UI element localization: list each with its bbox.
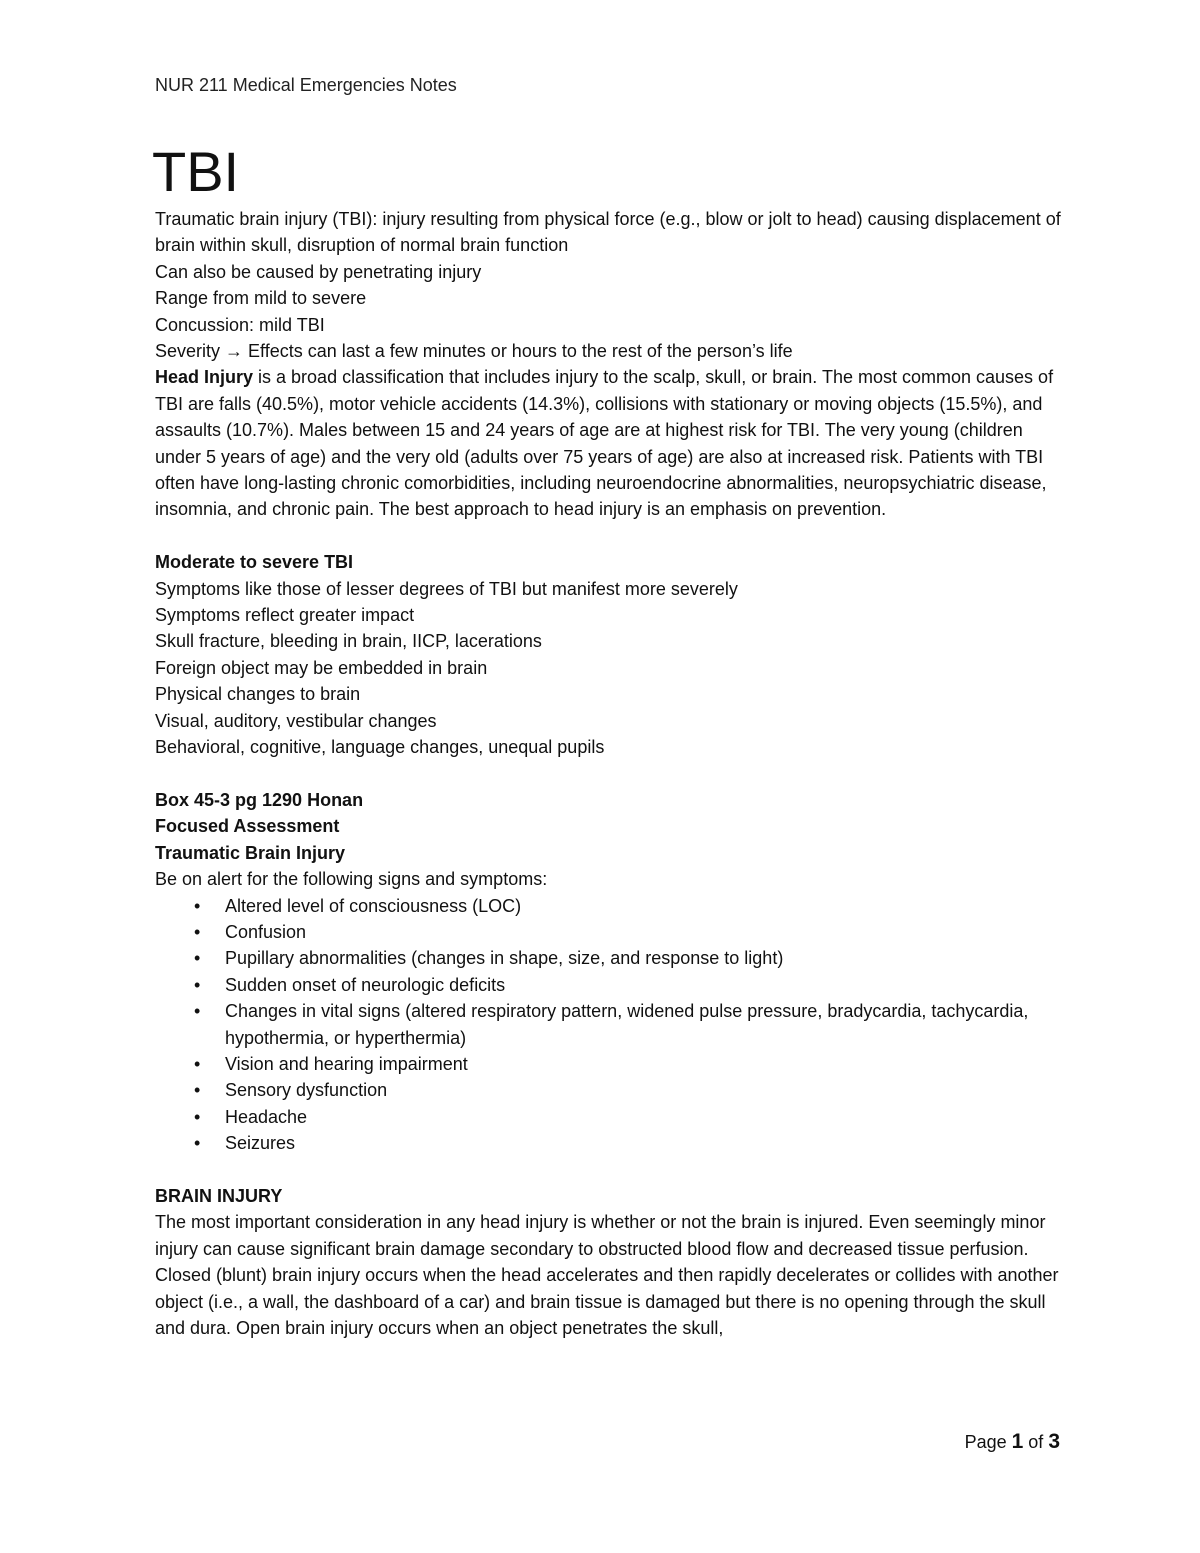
box-lead: Be on alert for the following signs and symptoms:	[155, 869, 548, 890]
head-injury-text: is a broad classification that includes injury to the scalp, skull, or brain. The most common causes of TBI are falls (40.5%), motor vehicle accidents (14.3%), collisions with stationary or moving objects (15.5%), and assaults (10.7%). Males between 15 and 24 years of age are at highest risk for TBI. The very young (children under 5 years of age) and the very old (adults over 75 years of age) are also at increased risk. Patients with TBI often have long-lasting chronic comorbidities, including neuroendocrine abnormalities, neuropsychiatric disease, insomnia, and chronic pain. The best approach to head injury is an emphasis on prevention.	[155, 367, 1054, 520]
box-heading: Box 45-3 pg 1290 Honan	[155, 789, 364, 810]
list-item	[155, 893, 1070, 919]
list-item: Physical changes to brain	[155, 684, 361, 705]
bullet-icon: •	[194, 1080, 201, 1101]
list-item	[155, 1051, 1070, 1077]
bullet-icon: •	[194, 921, 201, 942]
bullet-icon: •	[194, 1106, 201, 1127]
symptom-list	[155, 893, 1070, 1157]
paragraph: Closed (blunt) brain injury occurs when the head accelerates and then rapidly decelerates or collides with another object (i.e., a wall, the dashboard of a car) and brain tissue is damaged but there is no opening through the skull and dura. Open brain injury occurs when an object penetrates the skull,	[155, 1265, 1059, 1339]
bullet-icon: •	[194, 1001, 201, 1022]
list-item-text: Sensory dysfunction	[225, 1080, 388, 1101]
list-item-text: Changes in vital signs (altered respiratory pattern, widened pulse pressure, bradycardia, tachycardia, hypothermia, or hyperthermia)	[225, 1001, 1029, 1048]
intro-line: Concussion: mild TBI	[155, 314, 325, 335]
spacer	[155, 761, 1070, 787]
section-heading: BRAIN INJURY	[155, 1185, 283, 1206]
intro-line: Severity → Effects can last a few minutes or hours to the rest of the person’s life	[155, 341, 793, 362]
list-item: Symptoms like those of lesser degrees of TBI but manifest more severely	[155, 578, 738, 599]
list-item	[155, 1077, 1070, 1103]
list-item-text: Sudden onset of neurologic deficits	[225, 974, 506, 995]
page-title: TBI	[152, 140, 240, 203]
head-injury-paragraph	[155, 364, 1070, 522]
head-injury-term: Head Injury	[155, 367, 254, 388]
section-heading: Moderate to severe TBI	[155, 552, 354, 573]
intro-definition: Traumatic brain injury (TBI): injury resulting from physical force (e.g., blow or jolt to head) causing displacement of brain within skull, disruption of normal brain function	[155, 209, 1061, 256]
bullet-icon: •	[194, 1133, 201, 1154]
bullet-icon: •	[194, 974, 201, 995]
total-pages: 3	[1048, 1430, 1060, 1453]
list-item-text: Seizures	[225, 1133, 296, 1154]
of-label: of	[1023, 1432, 1049, 1452]
list-item-text: Altered level of consciousness (LOC)	[225, 895, 522, 916]
list-item: Symptoms reflect greater impact	[155, 605, 415, 626]
box-subheading: Focused Assessment	[155, 816, 340, 837]
page-number	[965, 1430, 1060, 1454]
list-item: Skull fracture, bleeding in brain, IICP, lacerations	[155, 631, 542, 652]
bullet-icon: •	[194, 1053, 201, 1074]
list-item-text: Confusion	[225, 921, 307, 942]
spacer	[155, 1157, 1070, 1183]
list-item-text: Headache	[225, 1106, 308, 1127]
list-item	[155, 998, 1070, 1051]
list-item-text: Pupillary abnormalities (changes in shape, size, and response to light)	[225, 948, 784, 969]
list-item: Behavioral, cognitive, language changes, unequal pupils	[155, 737, 605, 758]
box-subheading: Traumatic Brain Injury	[155, 842, 346, 863]
list-item-text: Vision and hearing impairment	[225, 1053, 468, 1074]
list-item	[155, 1104, 1070, 1130]
running-header: NUR 211 Medical Emergencies Notes	[155, 75, 457, 95]
paragraph: The most important consideration in any head injury is whether or not the brain is injured. Even seemingly minor injury can cause significant brain damage secondary to obstructed blood flow and decreased tissue perfusion.	[155, 1212, 1046, 1259]
document-body	[155, 206, 1070, 1341]
list-item	[155, 945, 1070, 971]
intro-line: Range from mild to severe	[155, 288, 367, 309]
list-item	[155, 919, 1070, 945]
list-item	[155, 972, 1070, 998]
bullet-icon: •	[194, 948, 201, 969]
list-item	[155, 1130, 1070, 1156]
spacer	[155, 523, 1070, 549]
intro-line: Can also be caused by penetrating injury	[155, 261, 482, 282]
page-label: Page	[964, 1432, 1012, 1452]
list-item: Visual, auditory, vestibular changes	[155, 710, 437, 731]
bullet-icon: •	[194, 895, 201, 916]
current-page: 1	[1011, 1430, 1024, 1453]
list-item: Foreign object may be embedded in brain	[155, 657, 488, 678]
